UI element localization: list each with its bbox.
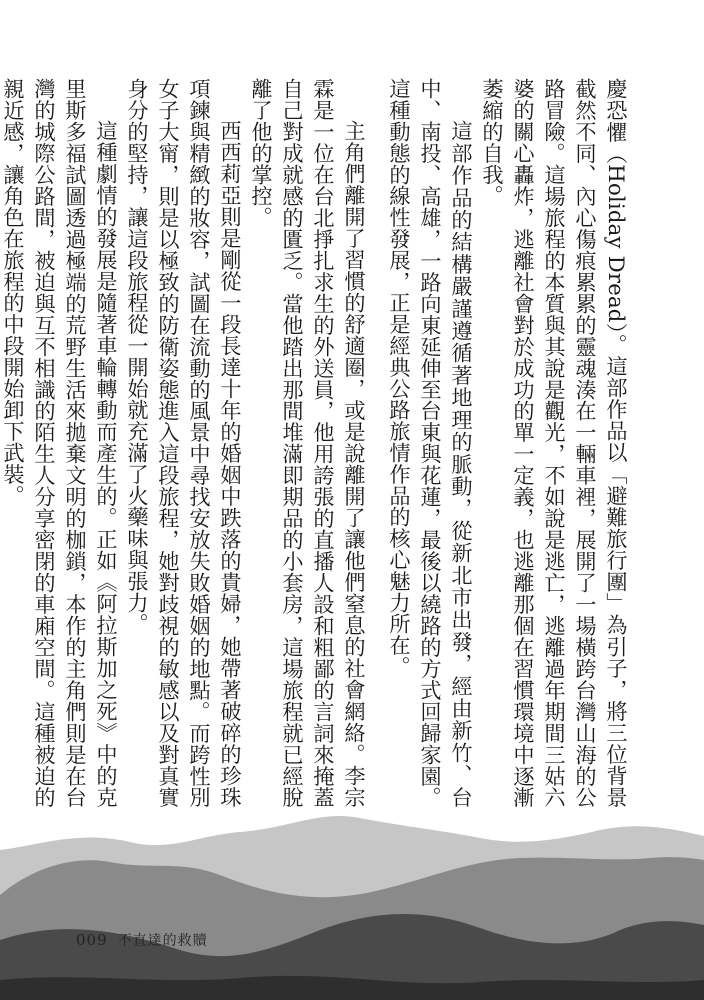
paragraph-4: 西西莉亞則是剛從一段長達十年的婚姻中跌落的貴婦，她帶著破碎的珍珠項鍊與精緻的妝容，試圖在流動的風景中尋找安放失敗婚姻的地點。而跨性別女子大甯，則是以極致的防衛姿態進入這段旅程，她對歧視的敏感以及對真實身分的堅持，讓這段旅程從一開始就充滿了火藥味與張力。 [125, 78, 243, 808]
body-text [1, 78, 632, 808]
book-title: 不直達的救贖 [117, 933, 208, 949]
paragraph-3: 主角們離開了習慣的舒適圈，或是說離開了讓他們窒息的社會網絡。李宗霖是一位在台北掙扎求生的外送員，他用誇張的直播人設和粗鄙的言詞來掩蓋自己對成就感的匱乏。當他踏出那間堆滿即期品的小套房，這場旅程就已經脫離了他的掌控。 [249, 78, 367, 808]
paragraph-1: 慶恐懼（Holiday Dread）。這部作品以「避難旅行團」為引子，將三位背景截然不同、內心傷痕累累的靈魂湊在一輛車裡，展開了一場橫跨台灣山海的公路冒險。這場旅程的本質與其說是觀光，不如說是逃亡，逃離過年期間三姑六婆的關心轟炸，逃離社會對於成功的單一定義，也逃離那個在習慣環境中逐漸萎縮的自我。 [480, 78, 629, 808]
page-number: 009 [76, 931, 108, 949]
paragraph-5: 這種劇情的發展是隨著車輪轉動而產生的。正如《阿拉斯加之死》中的克里斯多福試圖透過極端的荒野生活來拋棄文明的枷鎖，本作的主角們則是在台灣的城際公路間，被迫與互不相識的陌生人分享密閉的車廂空間。這種被迫的親近感，讓角色在旅程的中段開始卸下武裝。 [1, 78, 119, 808]
paragraph-2: 這部作品的結構嚴謹遵循著地理的脈動，從新北市出發，經由新竹、台中、南投、高雄，一路向東延伸至台東與花蓮，最後以繞路的方式回歸家園。這種動態的線性發展，正是經典公路旅情作品的核心魅力所在。 [387, 78, 474, 808]
page-footer [76, 930, 208, 950]
mountain-illustration [0, 800, 704, 1000]
